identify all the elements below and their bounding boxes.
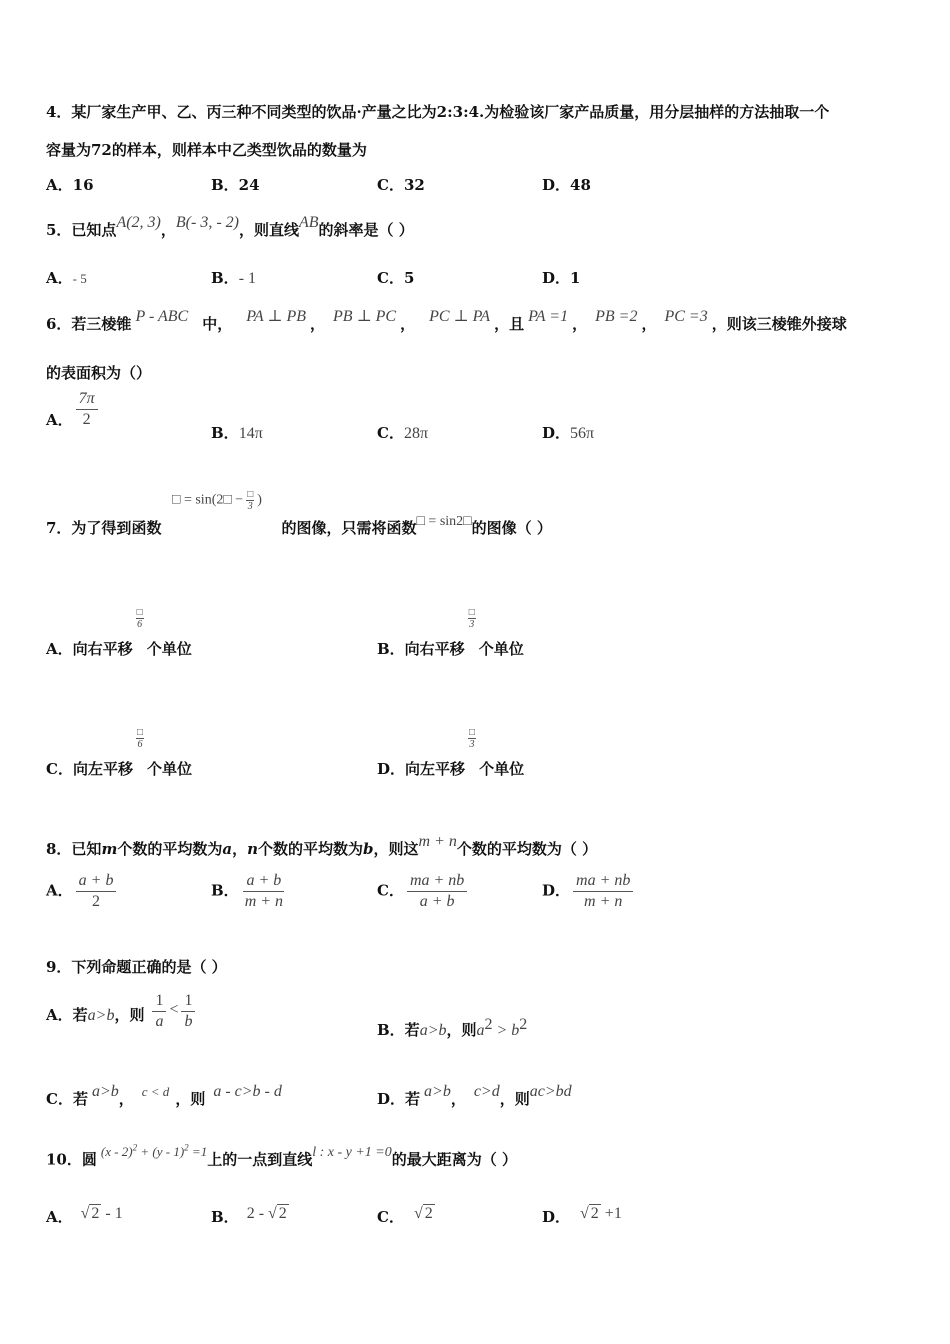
q8-option-a-fraction: $\frac{a + b}{2}$	[76, 872, 117, 911]
q7-stem: 7．为了得到函数 的图像，只需将函数□ = sin2□的图像（ ）	[46, 514, 552, 537]
q4-option-a: A．16	[46, 176, 94, 194]
q10-a-sqrt: √ 2	[80, 1205, 100, 1222]
q8-option-b: B． $\frac{a + b}{m + n}$	[211, 872, 289, 911]
q6-cond-3: PC ⊥ PA	[429, 308, 491, 325]
q6-line2: 的表面积为（）	[46, 364, 152, 382]
q6-val-2: PB =2	[595, 308, 638, 325]
q7-option-b-fraction: $\frac{□}{3}$	[468, 606, 475, 630]
q8-option-b-fraction: $\frac{a + b}{m + n}$	[244, 872, 284, 910]
q6-option-d: D．56π	[542, 424, 595, 442]
q7-option-c: C．向左平移 $\frac{□}{6}$ 个单位	[46, 726, 193, 778]
q10-line-equation: l : x - y +1 =0	[312, 1145, 392, 1161]
q6-cond-2: PB ⊥ PC	[333, 308, 397, 325]
q10-d-sqrt: √ 2	[580, 1205, 599, 1222]
q6-val-3: PC =3	[664, 308, 708, 325]
q6-option-a-fraction: $\frac{7\pi}{2}$	[76, 390, 98, 429]
q6-stem: 6．若三棱锥 P - ABC 中， PA ⊥ PB ， PB ⊥ PC ， PC ⊥ PA ，且 PA =1 ， PB =2 ， PC =3 ，则该三棱锥外接球	[46, 308, 847, 333]
q6-val-1: PA =1	[528, 308, 569, 325]
q9-option-b: B．若a>b，则$a^2 > b^2$	[377, 1016, 528, 1039]
q4-line2: 容量为72的样本，则样本中乙类型饮品的数量为	[46, 141, 367, 159]
q10-circle-equation: (x - 2)$^2$ + (y - 1)$^2$ =1	[100, 1143, 208, 1160]
q7-func-fraction: $\frac{□}{3}$	[247, 489, 254, 512]
q7-option-a-fraction: $\frac{□}{6}$	[136, 606, 143, 630]
q6-pyramid: P - ABC	[135, 308, 189, 325]
q7-option-a: A．向右平移 $\frac{□}{6}$ 个单位	[46, 606, 192, 658]
q8-option-c-fraction: $\frac{ma + nb}{a + b}$	[407, 872, 467, 911]
q8-option-a: A． $\frac{a + b}{2}$	[46, 872, 119, 911]
q8-option-d-fraction: $\frac{ma + nb}{m + n}$	[573, 872, 633, 911]
q7-option-d: D．向左平移 $\frac{□}{3}$ 个单位	[377, 726, 525, 778]
q5-stem: 5．已知点A(2, 3)，B(- 3, - 2)，则直线AB的斜率是（ ）	[46, 214, 414, 239]
q7-option-b: B．向右平移 $\frac{□}{3}$ 个单位	[377, 606, 524, 658]
q7-option-d-fraction: $\frac{□}{3}$	[469, 726, 476, 750]
q10-option-d: D． √ 2 +1	[542, 1205, 622, 1226]
q8-option-c: C． $\frac{ma + nb}{a + b}$	[377, 872, 470, 911]
q9-a-frac-2: $\frac{1}{b}$	[181, 992, 195, 1031]
q6-option-b: B．14π	[211, 424, 263, 442]
q8-option-d: D． $\frac{ma + nb}{m + n}$	[542, 872, 636, 911]
q9-title: 9．下列命题正确的是（ ）	[46, 958, 227, 976]
q7-option-c-fraction: $\frac{□}{6}$	[136, 726, 143, 750]
q7-source-function: □ = sin2□	[416, 514, 472, 529]
q8-m-plus-n: m + n	[418, 833, 457, 850]
q4-option-b: B．24	[211, 176, 260, 194]
q5-line-ab: AB	[299, 214, 319, 231]
q5-option-c: C．5	[377, 269, 415, 287]
q5-point-b: B(- 3, - 2)	[175, 214, 239, 231]
q6-option-a: A． $\frac{7\pi}{2}$	[46, 398, 101, 437]
q10-option-a: A． √ 2 - 1	[46, 1205, 123, 1226]
q9-a-frac-1: $\frac{1}{a}$	[152, 992, 166, 1031]
q8-stem: 8．已知m个数的平均数为a，n个数的平均数为b，则这m + n个数的平均数为（ ）	[46, 833, 598, 858]
q5-point-a: A(2, 3)	[116, 214, 161, 231]
q10-b-sqrt: √ 2	[268, 1205, 287, 1222]
q5-option-b: B．- 1	[211, 269, 257, 287]
q10-option-c: C． √ 2	[377, 1205, 433, 1226]
q6-option-c: C．28π	[377, 424, 429, 442]
q9-option-a: A．若a>b，则 $\frac{1}{a}$ < $\frac{1}{b}$	[46, 992, 198, 1031]
q4-option-d: D．48	[542, 176, 591, 194]
q5-option-d: D．1	[542, 269, 581, 287]
q10-option-b: B． 2 - √ 2	[211, 1205, 287, 1226]
q4-line1: 4．某厂家生产甲、乙、丙三种不同类型的饮品·产量之比为2:3:4.为检验该厂家产品质量，用分层抽样的方法抽取一个	[46, 103, 830, 121]
q10-stem: 10．圆 (x - 2)$^2$ + (y - 1)$^2$ =1上的一点到直线l : x - y +1 =0的最大距离为（ ）	[46, 1143, 517, 1169]
q10-c-sqrt: √ 2	[413, 1205, 433, 1222]
q5-option-a: A．- 5	[46, 269, 87, 287]
q7-target-function: □ = sin(2□ − $\frac{□}{3}$ )	[172, 489, 262, 512]
q4-option-c: C．32	[377, 176, 425, 194]
q9-option-d: D．若 a>b， c>d，则ac>bd	[377, 1083, 572, 1108]
q6-cond-1: PA ⊥ PB	[246, 308, 307, 325]
q9-option-c: C．若 a>b， c < d ，则 a - c>b - d	[46, 1083, 282, 1108]
